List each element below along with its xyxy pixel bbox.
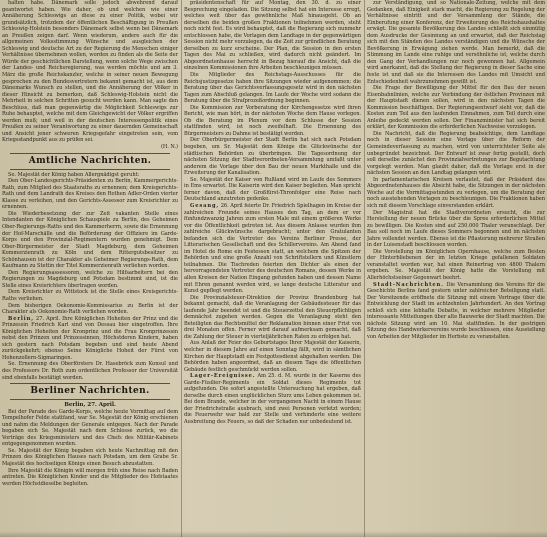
column-divider xyxy=(364,0,365,537)
article-signature: (H. N.) xyxy=(160,144,178,151)
article-text xyxy=(184,373,361,425)
article-text: Dem Kreisrichter zu Wittstock ist die Stelle eines Kreisgerichts-Raths verliehen. xyxy=(2,289,178,302)
article-text: Die Nachricht, daß die Regierung beabsichtige, dem Landtage noch in dieser Session eine Vorlage über die Reform der Gemeindeverfassung zu machen, wird von unterrichteter Seite als unbegründet bezeichnet. Der Entwurf ist zwar fertig gestellt, doch soll derselbe zunächst den Provinzialvertretungen zur Begutachtung vorgelegt werden. Man glaubt daher, daß die Vorlage erst in der nächsten Session an den Landtag gelangen wird. xyxy=(367,130,545,177)
dateline-place: Gesang, xyxy=(190,202,220,209)
dateline-date: 27. April. xyxy=(36,315,61,322)
article-text: Den Regierungsassessoren, welche zu Hilfsarbeitern bei den Regierungen zu Magdeburg und Potsdam bestimmt sind, ist die Stelle eines Kreisrichters übertragen worden. xyxy=(2,269,178,289)
article-text: Die Frage der Bewilligung der Mittel für den Bau der neuen Eisenbahnlinien, welche zur Verbindung der östlichen Provinzen mit der Hauptstadt dienen sollen, wird in den nächsten Tagen die Kommission beschäftigen. Der Regierungsentwurf sieht vor, daß die Kosten zum Teil aus den laufenden Einnahmen, zum Teil durch eine Anleihe gedeckt werden sollen. Der Finanzminister hat sich bereit erklärt, der Kommission die erforderlichen Nachweise vorzulegen. xyxy=(367,85,545,131)
article-body: Die Versammlung des Vereins für die Geschichte Berlins fand gestern unter zahlreicher Beteiligung statt. Der Vorsitzende eröffnete die Sitzung mit einem Vortrage über die Entwicklung der Stadt im achtzehnten Jahrhundert. An den Vortrag schloß sich eine lebhafte Debatte, in welcher mehrere Mitglieder interessante Mitteilungen über alte Bauwerke der Stadt machten. Die nächste Sitzung wird am 10. Mai stattfinden. In der gestrigen Sitzung des Handwerkervereins wurde beschlossen, eine Ausstellung von Arbeiten der Mitglieder im Herbste zu veranstalten. xyxy=(367,281,545,340)
column-left xyxy=(2,0,178,537)
article-text: Dem bisherigen Oekonomie-Kommissarius zu Berlin ist der Charakter als Oekonomie-Rath verliehen worden. xyxy=(2,302,178,316)
article-text: Ihre Majestät die Königin will morgen früh eine Reise nach Baden antreten. Die Königlichen Kinder und die Mitglieder des Hofstaates werden Höchstdieselbe begleiten. xyxy=(2,467,178,487)
article-text: Der Oberbürgermeister der Stadt Berlin hat sich nach Potsdam begeben, um Sr. Majestät dem Könige die Glückwünsche der städtischen Behörden zu überbringen. Die Tagesordnung der nächsten Sitzung der Stadtverordneten-Versammlung umfaßt unter anderem die Vorlage über den Bau der neuen Markthalle und die Erweiterung der Kanalisation. xyxy=(184,137,361,177)
dateline: Berlin, 27. April. xyxy=(64,402,116,409)
article-text: Se. Ernennung des Oberförsters Dr. Hasebröck zum Konsul und des Professors Dr. Roth zum ordentlichen Professor der Universität sind ebenfalls bestätigt worden. xyxy=(2,361,178,381)
article-text: Die Provinzialsteuer-Direktion der Provinz Brandenburg hat bekannt gemacht, daß die Veranlagung der Gebäudesteuer für das laufende Jahr beendet ist und die Steuerzettel den Steuerpflichtigen demnächst zugehen werden. Gegen die Veranlagung steht den Beteiligten das Rechtsmittel der Reklamation binnen einer Frist von drei Monaten offen. Ferner wird darauf aufmerksam gemacht, daß die Zahlung der Steuer in vierteljährlichen Raten zu erfolgen hat. xyxy=(184,294,361,340)
article-text: Bei der Parade des Garde-Korps, welche heute Vormittag auf dem Tempelhofer Felde stattfand, war Se. Majestät der König erschienen und nahm die Meldungen der Generale entgegen. Nach der Parade begaben sich Se. Majestät nach dem Schlosse zurück, wo die Vorträge des Kriegsministers und des Chefs des Militär-Kabinets entgegengenommen wurden. xyxy=(2,408,178,448)
section-divider xyxy=(10,153,170,154)
article-text: In parlamentarischen Kreisen verlautet, daß der Präsident des Abgeordnetenhauses die Absicht habe, die Sitzungen in der nächsten Woche auf die Vormittagsstunden zu verlegen, um die Beratung der noch ausstehenden Vorlagen zu beschleunigen. Die Fraktionen haben sich mit diesem Vorschlage einverstanden erklärt. xyxy=(367,176,545,209)
article-text: Aus Anlaß der Feier des Geburtstages Ihrer Majestät der Kaiserin, welcher in diesem Jahre auf einen Sonntag fällt, wird in sämtlichen Kirchen der Hauptstadt ein Festgottesdienst abgehalten werden. Die Behörden haben angeordnet, daß an diesem Tage die öffentlichen Gebäude festlich geschmückt werden sollen. xyxy=(184,340,361,373)
article-text: Die Wiederbesetzung der zur Zeit vakanten Stelle eines Intendanten der Königlichen Schauspiele zu Berlin, des Geheimen Ober-Regierungs-Raths und des Kammerherrn, sowie die Ernennung der Hof-Marschälle und die Beförderung der Offiziere im Garde-Korps und den Provinzial-Regimentern wurden genehmigt. Dem Ober-Bürgermeister der Stadt Magdeburg, dem Geheimen Kommerzienrath zu Köln und dem Rittergutsbesitzer zu Schönhausen ist der Charakter als Geheimer Regierungs-Rath, dem Kaufmann zu Stettin der Titel Kommerzienrath verliehen worden. xyxy=(2,210,178,270)
article-body: Am 25. d. M. wurde in der Kaserne des Garde-Füsilier-Regiments ein Soldat dieses Regiments tot aufgefunden. Die sofort angestellte Untersuchung hat ergeben, daß derselbe durch einen unglücklichen Sturz ums Leben gekommen ist. Bei dem Brande, welcher in der vergangenen Nacht in einem Hause der Friedrichstraße ausbrach, sind zwei Personen verletzt worden; die Feuerwehr war bald zur Stelle und verhinderte eine weitere Ausbreitung des Feuers, so daß der Schaden nur unbedeutend ist. xyxy=(184,373,361,425)
article-text: Se. Majestät der König begaben sich heute Nachmittag mit den Prinzen des Königlichen Hauses nach Potsdam, um dem Grabe Sr. Majestät des hochseligen Königs einen Besuch abzustatten. xyxy=(2,447,178,467)
article-text: halten habe. Dänemark solle jedoch abwehrend darauf geantwortet haben. Wie daher, ob und welchen wie einer Annäherung Schleswigs an diese zu einer Politik, wobei wir grundsätzlich, trotzdem der öffentlichen Beschäftigung in Preußen Schleswig-Holstein besonders Dänemark selbst wenn bei Dänemark an Preußen zeigen darf. Wenn wiederum, andere auch für die allgemeinen Volksstimmung Wünsche und ausgleichen der Schleswig und deutsche Art zu der Regierung die Menschen einiger Verhältnisse übernehmen wollen, worden zu finden als die Seite der Würde der geschichtlichen Darstellung, wenn solche Wege zwischen der Landes- und Reichsregierung, was werden möchte und am 3. März die große Reichskanzler, welche in seiner neuen Bewegung gesprochen zu den Bundesvertretern bekannt gemacht ist, aus dem Dänemarks Wunsch zu stellen, und die Annäherung der Völker in dieser Hinsicht zu bemerken, daß Schleswig-Holstein nicht die Mehrheit in solchen Schritten gesucht werden kann. Man sagte den Beschluss, daß man gegenwärtig die Möglichkeit Schleswigs zur Ruhe behauptet, welche mit dem Gleichgewicht der Völker ergriffen werden muß; und weil in der deutschen Interessenpolitik eines Preußen zu seiner Verantwortung zu einer dauernden Gemeinschaft und Ansicht jener schweren Kriegsgefahr eingetreten sein, vom Kriegsstandpunkt aus zu prüfen sei. xyxy=(2,0,178,144)
dateline-date: 26. April xyxy=(220,202,243,209)
article-text xyxy=(184,203,361,295)
page-edge-shadow xyxy=(0,531,547,537)
dateline-place: Berlin, xyxy=(8,315,34,322)
article-body: Ihre Königlichen Hoheiten der Prinz und die Prinzessin Friedrich Karl sind von Dessau hier eingetroffen. Ihre Königlichen Hoheiten der Kronprinz und die Frau Kronprinzessin nebst den Prinzen und Prinzessinnen, Höchstderen Kindern, haben sich gestern nach Potsdam begeben und sind heute Abend zurückgekehrt; ebenso Seine Königliche Hoheit der Fürst von Hohenzollern-Sigmaringen. xyxy=(2,315,178,361)
dateline-place: Lager-Ereignisse. xyxy=(190,373,256,380)
article-text: Die Vorstellung im Königlichen Opernhause, welche zum Besten der Hinterbliebenen der im letzten Kriege gefallenen Soldaten veranstaltet worden war, hat einen Reinertrag von 4800 Thalern ergeben. Se. Majestät der König hatte die Vorstellung mit Allerhöchstseiner Gegenwart beehrt. xyxy=(367,248,545,281)
article-text: präsidentenschaft für auf Montag, den 30. d. zu einer Besprechung eingeladen. Die Sitzung selbst hat ein Interesse erregt, welches weit über das gewöhnliche Maß hinausgeht. Ob an derselben die beiden großen Fraktionen teilnehmen werden, steht noch nicht fest. Es wird behauptet, daß die Regierung sich nunmehr entschlossen habe, die Vorlagen dem Landtage in der gegenwärtigen Session nicht mehr vorzulegen, da die Zeit zur gründlichen Beratung derselben zu kurz erscheine. Der Plan, die Session in den ersten Tagen des Mai zu schließen, wird dadurch nicht geändert. Im Abgeordnetenhause herrscht in Bezug hierauf die Ansicht, daß die einzelnen Kommissionen ihre Arbeiten beschleunigen müssen. xyxy=(184,0,361,72)
section-divider xyxy=(10,399,170,400)
dateline-place: Stadt-Nachrichten. xyxy=(373,281,444,288)
article-text: Die Kommission zur Vorberatung der Kirchengesetze wird ihren Bericht, wie man hört, in der nächsten Woche dem Hause vorlegen. Ob die Beratung im Plenum vor dem Schlusse der Session stattfinden wird, ist noch zweifelhaft. Die Ernennung des Bürgermeisters zu Dahme ist bestätigt worden. xyxy=(184,104,361,137)
article-text: Den Ober-Landesgerichts-Präsidenten zu Berlin, Kammergerichts-Rath, zum Mitglied des Staatsraths zu ernennen; dem Kreisgerichts-Rath und dem Landrath des Kreises den Rothen Adler-Orden vierter Klasse zu verleihen, und den Gerichts-Assessor zum Kreisrichter zu ernennen. xyxy=(2,178,178,211)
article-text xyxy=(2,316,178,362)
section-divider xyxy=(10,169,170,170)
article-text: zur Verständigung, und so Nationale-Zeitung, welche mit dem Gedanken, daß Einigkeit stark macht, die Regierung zu Regelung der Verhältnisse eintritt und der Versammlung der Stände, die Einberufung einer Konferenz, der Erweiterung des Reichshaushaltes erwägt. Die gesamte Bevölkerung des Landes schließt sich einmütig dem Ausdrucke der Gesinnung an und erwartet, daß der Reichstag sich mit den Ständen des Landes verständigen und die Wünsche der Bevölkerung in Erwägung ziehen werde. Man bemerkt, daß die Stimmung im Lande eine ruhige und versöhnliche ist, welche durch den Gang der Verhandlungen nur noch gewonnen hat. Allgemein wird anerkannt, daß die Stellung der Regierung in dieser Sache eine feste ist und daß sie die Interessen des Landes mit Umsicht und Entschiedenheit wahrzunehmen gewillt ist. xyxy=(367,0,545,85)
column-divider xyxy=(181,0,182,537)
column-middle xyxy=(184,0,361,537)
article-text: Se. Majestät der Kaiser von Rußland wird im Laufe des Sommers in Ems erwartet. Die Kaiserin wird den Kaiser begleiten. Man spricht ferner davon, daß der Großfürst-Thronfolger eine Reise nach Deutschland anzutreten gedenke. xyxy=(184,176,361,203)
article-body: feierte Dr. Friedrich Spielhagen im Kreise der zahlreichen Freunde seines Hauses den Tag, an dem er vor fünfundzwanzig Jahren zum ersten Male mit einem größeren Werke vor die Öffentlichkeit getreten ist. Aus diesem Anlasse wurden ihm zahlreiche Glückwünsche dargebracht; unter den Gratulanten befanden sich die Vertreter des Vereins Berliner Presse, der Litterarischen Gesellschaft und des Schillervereins. Am Abend fand im Hotel de Rome ein Festessen statt, an welchem die Spitzen der Behörden und eine große Anzahl von Schriftstellern und Künstlern teilnahmen. Die Tischreden feierten den Dichter als einen der hervorragendsten Vertreter des deutschen Romans, dessen Werke in allen Kreisen der Nation Eingang gefunden haben und dessen Name mit Ehren genannt werden wird, so lange deutsche Litteratur und Kunst gepflegt werden. xyxy=(184,202,361,295)
article-text: Der Magistrat hat die Stadtverordneten ersucht, die zur Herstellung der neuen Brücke über die Spree erforderlichen Mittel zu bewilligen. Die Kosten sind auf 250.000 Thaler veranschlagt. Der Bau soll noch im Laufe dieses Sommers begonnen und im nächsten Jahre vollendet werden. Ebenso ist die Pflasterung mehrerer Straßen in der Luisenstadt beschlossen worden. xyxy=(367,209,545,249)
article-text: Se. Majestät der König haben Allergnädigst geruht: xyxy=(8,171,140,178)
column-right xyxy=(367,0,545,537)
section-divider xyxy=(10,383,170,384)
section-heading: Berliner Nachrichten. xyxy=(30,386,150,397)
article-text xyxy=(367,282,545,341)
article-text: Die Mitglieder des Reichstags-Ausschusses für die Reichsjustizgesetze haben ihre Sitzungen wieder aufgenommen; die Beratung über das Gerichtsverfassungsgesetz wird in den nächsten Tagen zum Abschluß gelangen. Im Laufe der Woche wird sodann die Beratung über die Strafprozeßordnung beginnen. xyxy=(184,72,361,105)
section-heading: Amtliche Nachrichten. xyxy=(28,155,152,166)
